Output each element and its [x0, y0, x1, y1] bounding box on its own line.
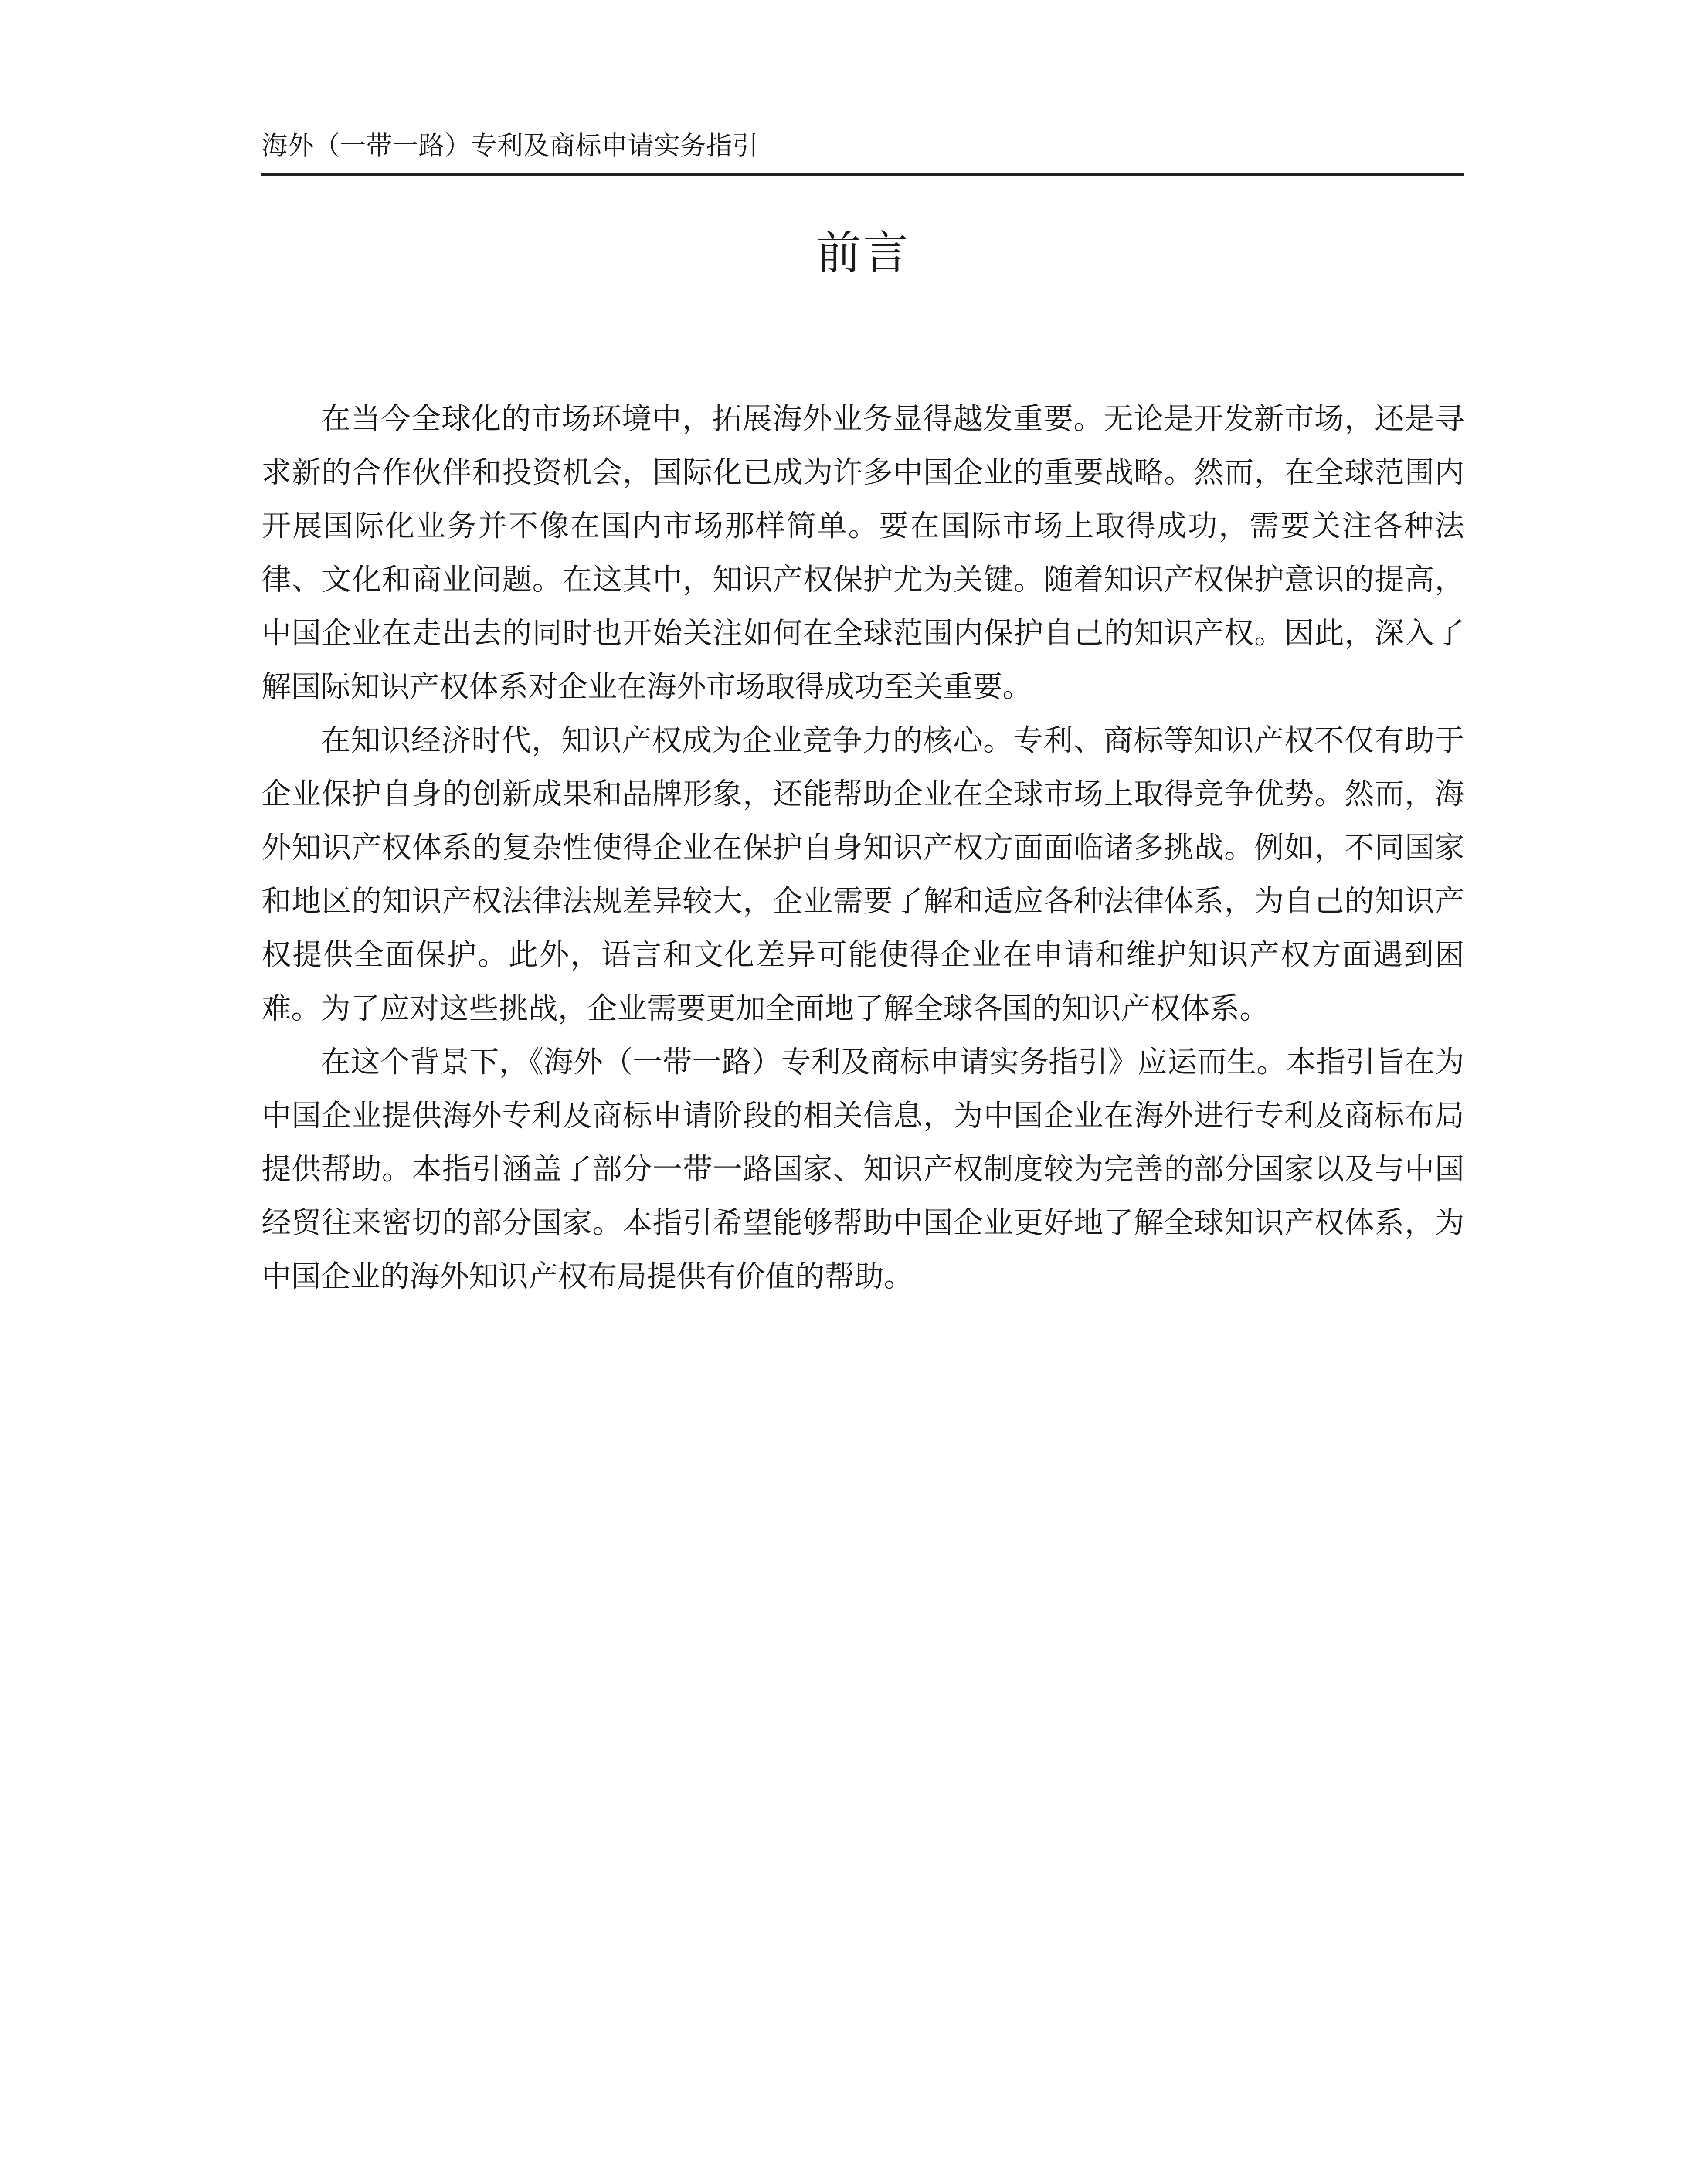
paragraph: 在知识经济时代，知识产权成为企业竞争力的核心。专利、商标等知识产权不仅有助于企业保护自身的创新成果和品牌形象，还能帮助企业在全球市场上取得竞争优势。然而，海外知识产权体系的复杂性使得企业在保护自身知识产权方面面临诸多挑战。例如，不同国家和地区的知识产权法律法规差异较大，企业需要了解和适应各种法律体系，为自己的知识产权提供全面保护。此外，语言和文化差异可能使得企业在申请和维护知识产权方面遇到困难。为了应对这些挑战，企业需要更加全面地了解全球各国的知识产权体系。 [261, 723, 1464, 1026]
body-text [261, 392, 1464, 1303]
paragraph: 在这个背景下，《海外（一带一路）专利及商标申请实务指引》应运而生。本指引旨在为中国企业提供海外专利及商标申请阶段的相关信息，为中国企业在海外进行专利及商标布局提供帮助。本指引涵盖了部分一带一路国家、知识产权制度较为完善的部分国家以及与中国经贸往来密切的部分国家。本指引希望能够帮助中国企业更好地了解全球知识产权体系，为中国企业的海外知识产权布局提供有价值的帮助。 [261, 1045, 1464, 1294]
page-title: 前言 [815, 226, 910, 279]
header-rule [261, 173, 1464, 176]
paragraph: 在当今全球化的市场环境中，拓展海外业务显得越发重要。无论是开发新市场，还是寻求新的合作伙伴和投资机会，国际化已成为许多中国企业的重要战略。然而，在全球范围内开展国际化业务并不像在国内市场那样简单。要在国际市场上取得成功，需要关注各种法律、文化和商业问题。在这其中，知识产权保护尤为关键。随着知识产权保护意识的提高，中国企业在走出去的同时也开始关注如何在全球范围内保护自己的知识产权。因此，深入了解国际知识产权体系对企业在海外市场取得成功至关重要。 [261, 402, 1464, 704]
running-header: 海外（一带一路）专利及商标申请实务指引 [261, 131, 758, 161]
